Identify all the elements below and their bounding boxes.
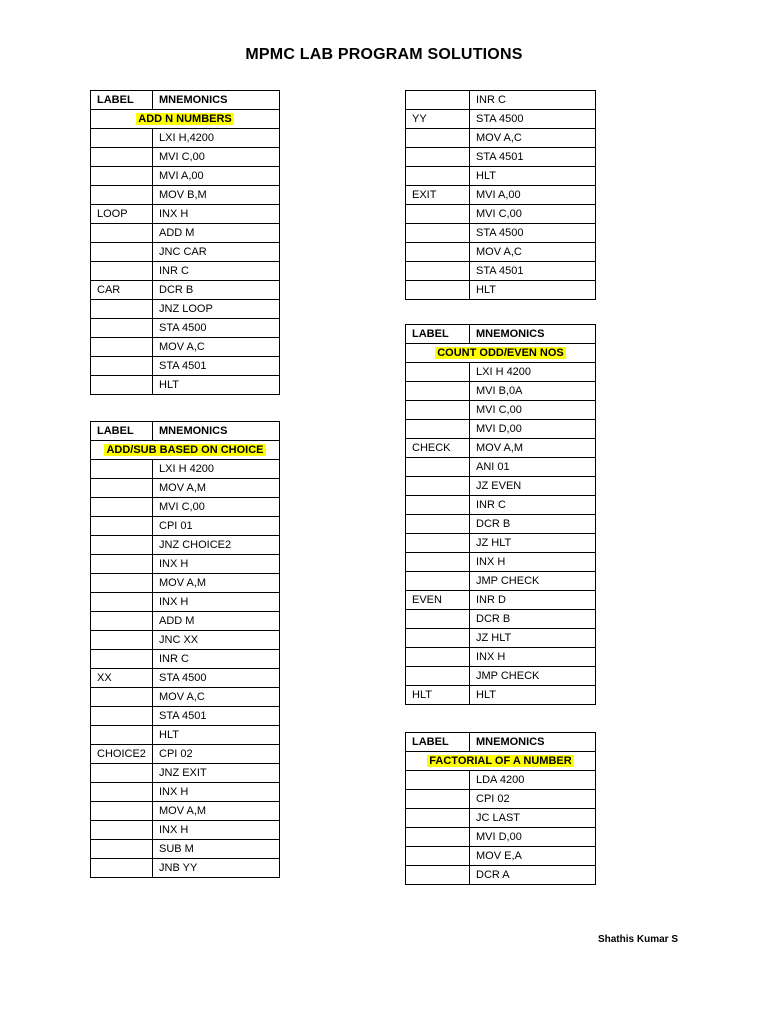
mnemonic-cell: HLT xyxy=(470,281,596,300)
section-title-row xyxy=(91,110,280,129)
table-row xyxy=(91,764,280,783)
mnemonic-cell: CPI 01 xyxy=(153,517,280,536)
label-cell xyxy=(406,790,470,809)
label-cell xyxy=(91,555,153,574)
table-row xyxy=(406,363,596,382)
table-row xyxy=(91,802,280,821)
label-cell: YY xyxy=(406,110,470,129)
table-row xyxy=(406,129,596,148)
label-cell xyxy=(91,650,153,669)
mnemonic-cell: STA 4501 xyxy=(153,357,280,376)
table-row xyxy=(406,515,596,534)
mnemonic-cell: INX H xyxy=(153,555,280,574)
header-mnemonics-cell: MNEMONICS xyxy=(470,733,596,752)
label-cell: EVEN xyxy=(406,591,470,610)
page-title: MPMC LAB PROGRAM SOLUTIONS xyxy=(245,46,523,63)
header-mnemonics-cell: MNEMONICS xyxy=(470,325,596,344)
mnemonic-cell: INR C xyxy=(153,650,280,669)
program-table-add-sub xyxy=(90,421,280,878)
label-cell xyxy=(91,186,153,205)
label-cell xyxy=(406,847,470,866)
table-row xyxy=(91,631,280,650)
mnemonic-cell: LXI H 4200 xyxy=(153,460,280,479)
table-row xyxy=(91,840,280,859)
table-row xyxy=(406,420,596,439)
mnemonic-cell: JNZ LOOP xyxy=(153,300,280,319)
label-cell xyxy=(91,726,153,745)
label-cell xyxy=(406,281,470,300)
header-label-cell: LABEL xyxy=(91,422,153,441)
table-row xyxy=(91,783,280,802)
table-row xyxy=(91,498,280,517)
label-cell xyxy=(406,420,470,439)
mnemonic-cell: MVI A,00 xyxy=(470,186,596,205)
mnemonic-cell: INR C xyxy=(470,496,596,515)
label-cell: HLT xyxy=(406,686,470,705)
mnemonic-cell: STA 4500 xyxy=(470,110,596,129)
table-row xyxy=(91,460,280,479)
label-cell xyxy=(406,866,470,885)
mnemonic-cell: MOV A,M xyxy=(470,439,596,458)
section-title: FACTORIAL OF A NUMBER xyxy=(429,755,572,767)
table-row xyxy=(91,243,280,262)
header-label-cell: LABEL xyxy=(406,733,470,752)
section-title-row xyxy=(406,344,596,363)
label-cell xyxy=(91,764,153,783)
section-title-cell xyxy=(406,752,596,771)
mnemonic-cell: MOV A,C xyxy=(153,688,280,707)
table-row xyxy=(406,224,596,243)
program-table-add-n xyxy=(90,90,280,395)
mnemonic-cell: INX H xyxy=(153,593,280,612)
table-row xyxy=(406,186,596,205)
label-cell xyxy=(406,572,470,591)
label-cell xyxy=(406,382,470,401)
label-cell xyxy=(406,129,470,148)
table-row xyxy=(406,790,596,809)
mnemonic-cell: ANI 01 xyxy=(470,458,596,477)
table-row xyxy=(406,572,596,591)
mnemonic-cell: JNC XX xyxy=(153,631,280,650)
section-title-row xyxy=(91,441,280,460)
mnemonic-cell: STA 4501 xyxy=(470,148,596,167)
mnemonic-cell: STA 4501 xyxy=(153,707,280,726)
mnemonic-cell: DCR A xyxy=(470,866,596,885)
table-row xyxy=(91,593,280,612)
label-cell xyxy=(91,821,153,840)
label-cell xyxy=(406,629,470,648)
section-title-cell xyxy=(406,344,596,363)
table-row xyxy=(406,382,596,401)
table-row xyxy=(406,91,596,110)
label-cell: CHECK xyxy=(406,439,470,458)
table-row xyxy=(406,243,596,262)
table-row xyxy=(91,688,280,707)
table-row xyxy=(406,629,596,648)
table-header-row xyxy=(91,422,280,441)
mnemonic-cell: HLT xyxy=(153,376,280,395)
mnemonic-cell: CPI 02 xyxy=(470,790,596,809)
mnemonic-cell: MOV A,C xyxy=(470,243,596,262)
table-row xyxy=(91,205,280,224)
label-cell xyxy=(406,553,470,572)
section-title-row xyxy=(406,752,596,771)
mnemonic-cell: JNZ CHOICE2 xyxy=(153,536,280,555)
table-row xyxy=(406,667,596,686)
table-row xyxy=(406,281,596,300)
section-title-cell xyxy=(91,441,280,460)
table-row xyxy=(91,574,280,593)
mnemonic-cell: MVI C,00 xyxy=(153,148,280,167)
mnemonic-cell: CPI 02 xyxy=(153,745,280,764)
program-table-odd-even xyxy=(405,324,596,705)
mnemonic-cell: JMP CHECK xyxy=(470,667,596,686)
mnemonic-cell: MVI C,00 xyxy=(470,401,596,420)
mnemonic-cell: MOV A,M xyxy=(153,479,280,498)
table-row xyxy=(406,610,596,629)
table-row xyxy=(406,496,596,515)
mnemonic-cell: INR D xyxy=(470,591,596,610)
label-cell xyxy=(91,612,153,631)
label-cell xyxy=(406,496,470,515)
label-cell xyxy=(406,648,470,667)
label-cell xyxy=(91,357,153,376)
label-cell xyxy=(406,148,470,167)
table-row xyxy=(91,300,280,319)
table-header-row xyxy=(406,733,596,752)
table-row xyxy=(91,319,280,338)
mnemonic-cell: LXI H,4200 xyxy=(153,129,280,148)
mnemonic-cell: HLT xyxy=(470,167,596,186)
label-cell xyxy=(91,338,153,357)
mnemonic-cell: MOV A,C xyxy=(153,338,280,357)
mnemonic-cell: INX H xyxy=(470,648,596,667)
label-cell xyxy=(406,91,470,110)
table-row xyxy=(406,148,596,167)
mnemonic-cell: STA 4500 xyxy=(153,669,280,688)
label-cell xyxy=(91,460,153,479)
mnemonic-cell: LXI H 4200 xyxy=(470,363,596,382)
label-cell xyxy=(91,319,153,338)
program-table-add-sub-cont xyxy=(405,90,596,300)
label-cell xyxy=(406,477,470,496)
label-cell xyxy=(406,828,470,847)
mnemonic-cell: LDA 4200 xyxy=(470,771,596,790)
mnemonic-cell: HLT xyxy=(153,726,280,745)
label-cell xyxy=(406,401,470,420)
label-cell xyxy=(406,610,470,629)
table-row xyxy=(91,281,280,300)
mnemonic-cell: JZ HLT xyxy=(470,629,596,648)
label-cell xyxy=(91,631,153,650)
mnemonic-cell: STA 4500 xyxy=(153,319,280,338)
label-cell xyxy=(406,515,470,534)
table-row xyxy=(91,536,280,555)
table-header-row xyxy=(91,91,280,110)
table-row xyxy=(91,707,280,726)
table-row xyxy=(406,534,596,553)
label-cell xyxy=(91,376,153,395)
mnemonic-cell: MVI C,00 xyxy=(470,205,596,224)
section-title: ADD N NUMBERS xyxy=(138,113,232,125)
program-table-factorial xyxy=(405,732,596,885)
mnemonic-cell: DCR B xyxy=(470,610,596,629)
label-cell xyxy=(91,593,153,612)
table-row xyxy=(406,401,596,420)
label-cell xyxy=(91,802,153,821)
table-row xyxy=(91,479,280,498)
label-cell xyxy=(91,262,153,281)
label-cell xyxy=(91,707,153,726)
mnemonic-cell: JNB YY xyxy=(153,859,280,878)
table-row xyxy=(406,205,596,224)
label-cell xyxy=(91,129,153,148)
label-cell: EXIT xyxy=(406,186,470,205)
header-label-cell: LABEL xyxy=(91,91,153,110)
table-row xyxy=(91,262,280,281)
mnemonic-cell: STA 4501 xyxy=(470,262,596,281)
header-mnemonics-cell: MNEMONICS xyxy=(153,422,280,441)
label-cell xyxy=(406,205,470,224)
mnemonic-cell: STA 4500 xyxy=(470,224,596,243)
mnemonic-cell: ADD M xyxy=(153,612,280,631)
table-row xyxy=(406,477,596,496)
label-cell xyxy=(406,534,470,553)
label-cell: XX xyxy=(91,669,153,688)
table-row xyxy=(91,669,280,688)
label-cell xyxy=(406,243,470,262)
mnemonic-cell: JNZ EXIT xyxy=(153,764,280,783)
mnemonic-cell: MOV B,M xyxy=(153,186,280,205)
label-cell xyxy=(91,148,153,167)
label-cell xyxy=(91,167,153,186)
table-row xyxy=(91,650,280,669)
mnemonic-cell: MOV E,A xyxy=(470,847,596,866)
table-row xyxy=(406,847,596,866)
table-row xyxy=(406,828,596,847)
table-row xyxy=(91,612,280,631)
mnemonic-cell: MVI A,00 xyxy=(153,167,280,186)
table-row xyxy=(91,376,280,395)
mnemonic-cell: INR C xyxy=(470,91,596,110)
label-cell xyxy=(406,458,470,477)
label-cell xyxy=(91,243,153,262)
mnemonic-cell: MOV A,M xyxy=(153,574,280,593)
mnemonic-cell: JNC CAR xyxy=(153,243,280,262)
label-cell xyxy=(91,574,153,593)
label-cell: LOOP xyxy=(91,205,153,224)
mnemonic-cell: MOV A,C xyxy=(470,129,596,148)
mnemonic-cell: MVI D,00 xyxy=(470,420,596,439)
table-row xyxy=(91,129,280,148)
label-cell xyxy=(91,479,153,498)
label-cell xyxy=(406,809,470,828)
label-cell xyxy=(406,771,470,790)
table-row xyxy=(91,859,280,878)
table-row xyxy=(406,771,596,790)
section-title: COUNT ODD/EVEN NOS xyxy=(437,347,564,359)
mnemonic-cell: INR C xyxy=(153,262,280,281)
label-cell xyxy=(91,300,153,319)
table-row xyxy=(91,167,280,186)
mnemonic-cell: DCR B xyxy=(470,515,596,534)
label-cell xyxy=(91,783,153,802)
mnemonic-cell: SUB M xyxy=(153,840,280,859)
table-row xyxy=(406,591,596,610)
table-row xyxy=(406,686,596,705)
table-row xyxy=(406,262,596,281)
label-cell: CHOICE2 xyxy=(91,745,153,764)
author-name: Shathis Kumar S xyxy=(597,934,678,945)
mnemonic-cell: JC LAST xyxy=(470,809,596,828)
table-row xyxy=(406,809,596,828)
table-row xyxy=(406,553,596,572)
section-title-cell xyxy=(91,110,280,129)
mnemonic-cell: HLT xyxy=(470,686,596,705)
mnemonic-cell: DCR B xyxy=(153,281,280,300)
table-row xyxy=(406,458,596,477)
section-title: ADD/SUB BASED ON CHOICE xyxy=(106,444,264,456)
label-cell xyxy=(91,224,153,243)
label-cell xyxy=(406,224,470,243)
table-row xyxy=(91,821,280,840)
label-cell xyxy=(406,262,470,281)
mnemonic-cell: JZ EVEN xyxy=(470,477,596,496)
label-cell xyxy=(406,167,470,186)
table-header-row xyxy=(406,325,596,344)
table-row xyxy=(406,866,596,885)
table-row xyxy=(91,338,280,357)
table-row xyxy=(406,648,596,667)
mnemonic-cell: JZ HLT xyxy=(470,534,596,553)
table-row xyxy=(91,555,280,574)
mnemonic-cell: INX H xyxy=(153,205,280,224)
table-row xyxy=(91,726,280,745)
mnemonic-cell: ADD M xyxy=(153,224,280,243)
label-cell: CAR xyxy=(91,281,153,300)
table-row xyxy=(406,110,596,129)
table-row xyxy=(91,357,280,376)
header-mnemonics-cell: MNEMONICS xyxy=(153,91,280,110)
mnemonic-cell: MVI C,00 xyxy=(153,498,280,517)
table-row xyxy=(91,517,280,536)
label-cell xyxy=(91,859,153,878)
mnemonic-cell: INX H xyxy=(153,783,280,802)
label-cell xyxy=(91,517,153,536)
label-cell xyxy=(406,363,470,382)
table-row xyxy=(406,439,596,458)
label-cell xyxy=(91,840,153,859)
label-cell xyxy=(91,498,153,517)
mnemonic-cell: MVI B,0A xyxy=(470,382,596,401)
table-row xyxy=(406,167,596,186)
mnemonic-cell: INX H xyxy=(153,821,280,840)
label-cell xyxy=(406,667,470,686)
label-cell xyxy=(91,536,153,555)
table-row xyxy=(91,186,280,205)
header-label-cell: LABEL xyxy=(406,325,470,344)
mnemonic-cell: JMP CHECK xyxy=(470,572,596,591)
label-cell xyxy=(91,688,153,707)
table-row xyxy=(91,148,280,167)
mnemonic-cell: MOV A,M xyxy=(153,802,280,821)
table-row xyxy=(91,224,280,243)
table-row xyxy=(91,745,280,764)
mnemonic-cell: MVI D,00 xyxy=(470,828,596,847)
mnemonic-cell: INX H xyxy=(470,553,596,572)
